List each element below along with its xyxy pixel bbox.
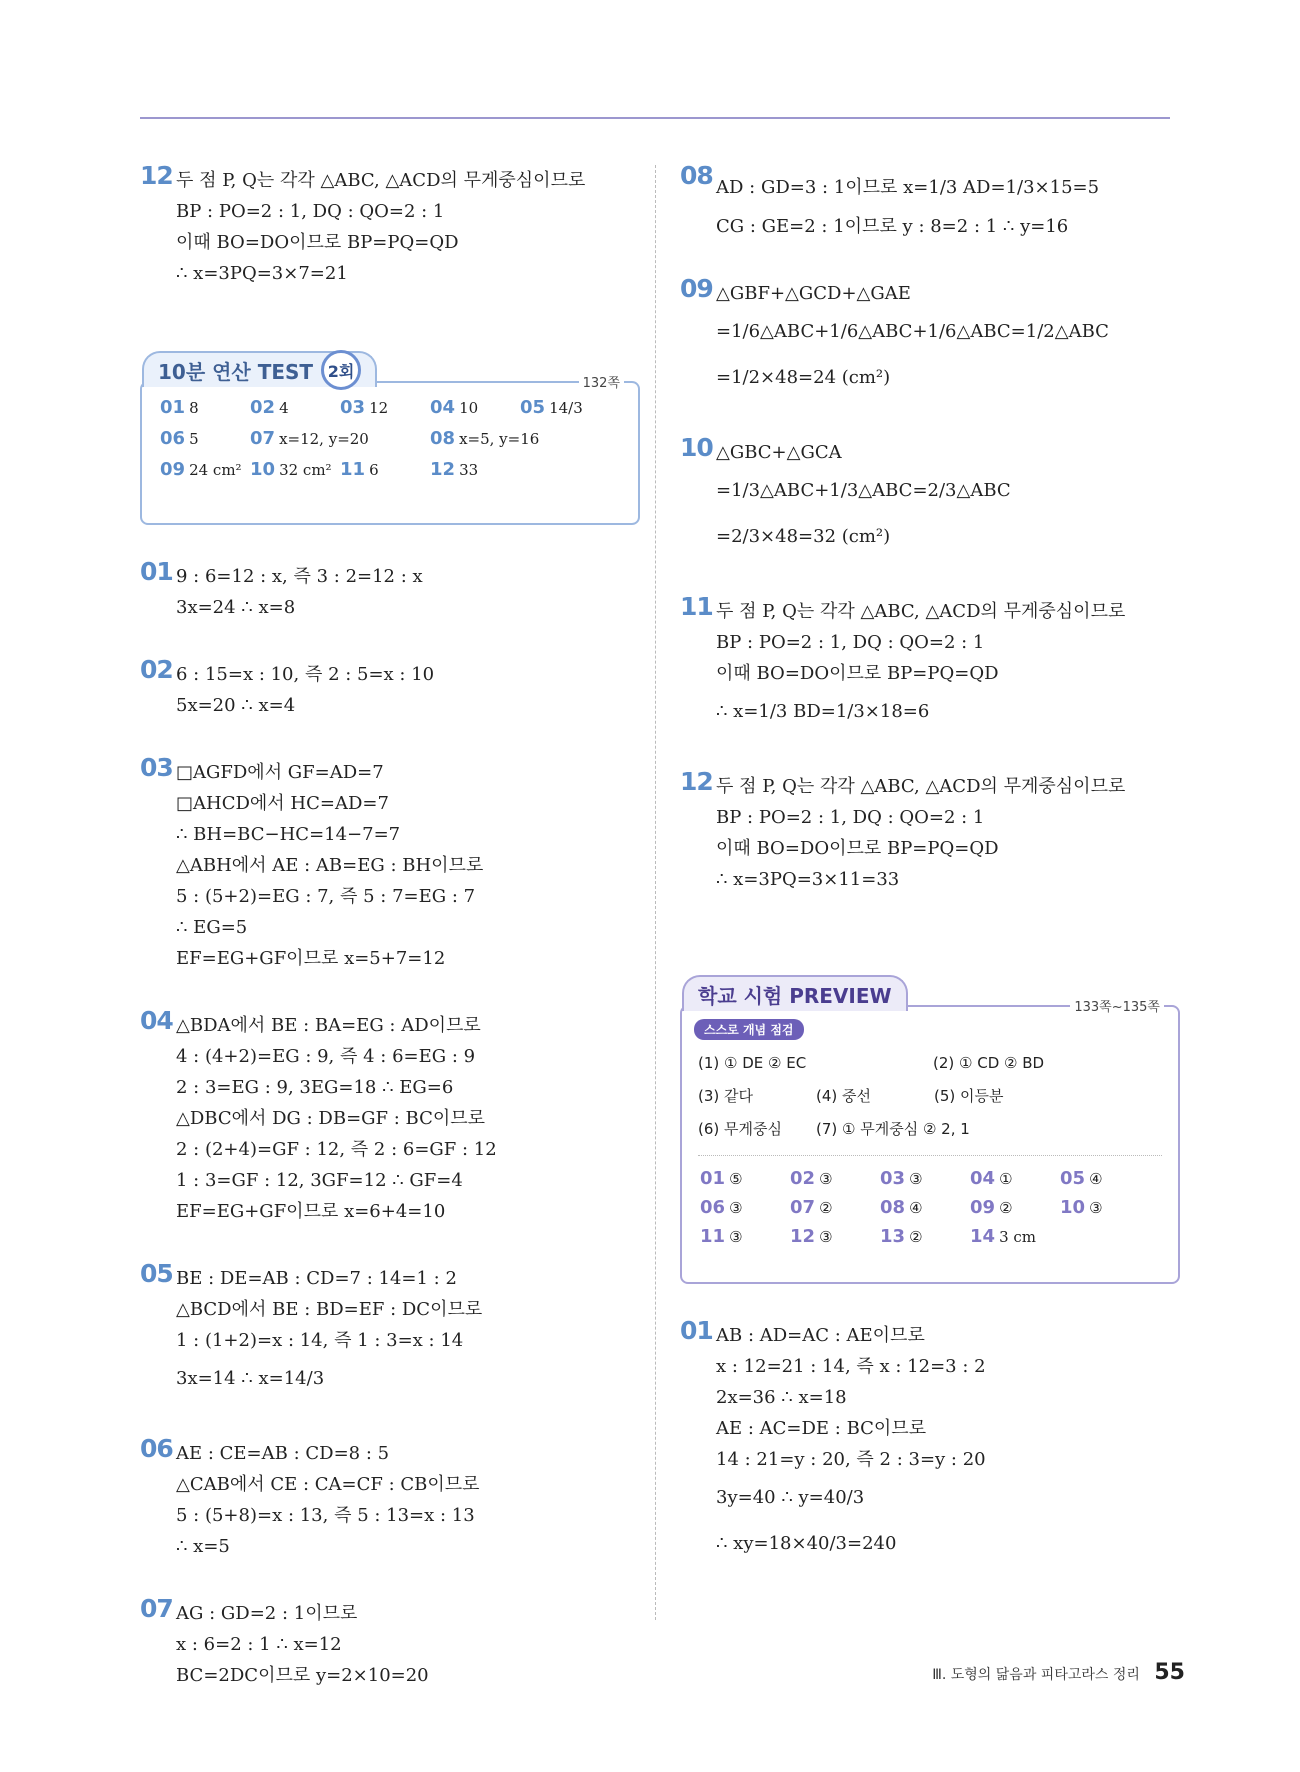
answer-01: 01 8 <box>160 397 199 418</box>
left-column <box>140 161 640 1727</box>
answer-09: 09 24 cm² <box>160 459 242 480</box>
line: AB : AD=AC : AE이므로 <box>716 1325 925 1346</box>
page-footer <box>932 1660 1185 1685</box>
line: 1 : 3=GF : 12, 3GF=12 ∴ GF=4 <box>176 1170 463 1191</box>
concept-check-label: 스스로 개념 점검 <box>694 1019 804 1040</box>
problem-number: 03 <box>140 753 173 782</box>
answer-10: 10 ③ <box>1060 1197 1103 1218</box>
chapter-title: Ⅲ. 도형의 닮음과 피타고라스 정리 <box>932 1667 1140 1683</box>
problem-04 <box>140 1006 640 1227</box>
problem-number: 09 <box>680 274 713 303</box>
line: △BDA에서 BE : BA=EG : AD이므로 <box>176 1015 481 1036</box>
line: AG : GD=2 : 1이므로 <box>176 1603 358 1624</box>
line: 3x=14 ∴ x=14/3 <box>176 1368 325 1389</box>
line: 2 : 3=EG : 9, 3EG=18 ∴ EG=6 <box>176 1077 454 1098</box>
line: ∴ x=5 <box>176 1536 230 1557</box>
concept-item: (3) 같다 <box>698 1087 753 1105</box>
right-column <box>680 161 1180 1603</box>
line: BC=2DC이므로 y=2×10=20 <box>176 1665 429 1686</box>
line: 9 : 6=12 : x, 즉 3 : 2=12 : x <box>176 566 423 587</box>
line: =1/2×48=24 (cm²) <box>716 367 891 388</box>
answer-04: 04 10 <box>430 397 479 418</box>
problem-number: 02 <box>140 655 173 684</box>
line: 3y=40 ∴ y=40/3 <box>716 1487 865 1508</box>
line: BE : DE=AB : CD=7 : 14=1 : 2 <box>176 1268 457 1289</box>
test-title: 10분 연산 TEST <box>158 359 314 384</box>
line: ∴ x=3PQ=3×11=33 <box>716 869 900 890</box>
line: 두 점 P, Q는 각각 △ABC, △ACD의 무게중심이므로 <box>716 601 1126 622</box>
quick-test-title <box>142 351 377 387</box>
line: AE : AC=DE : BC이므로 <box>716 1418 927 1439</box>
line: 5x=20 ∴ x=4 <box>176 695 296 716</box>
problem-number: 01 <box>680 1316 713 1345</box>
line: △GBF+△GCD+△GAE <box>716 283 911 304</box>
dotted-divider <box>698 1155 1162 1156</box>
problem-11 <box>680 592 1180 735</box>
answer-10: 10 32 cm² <box>250 459 332 480</box>
answer-06: 06 5 <box>160 428 199 449</box>
preview-title: 학교 시험 PREVIEW <box>682 975 908 1011</box>
answer-12: 12 ③ <box>790 1226 833 1247</box>
answer-08: 08 x=5, y=16 <box>430 428 540 449</box>
concept-item: (2) ① CD ② BD <box>933 1053 1045 1072</box>
answer-14: 14 3 cm <box>970 1226 1036 1247</box>
concept-item: (1) ① DE ② EC <box>698 1053 807 1072</box>
line: 1 : (1+2)=x : 14, 즉 1 : 3=x : 14 <box>176 1330 464 1351</box>
problem-05 <box>140 1259 640 1402</box>
answer-02: 02 4 <box>250 397 289 418</box>
problem-number: 04 <box>140 1006 173 1035</box>
problem-09 <box>680 274 1180 401</box>
line: ∴ x=1/3 BD=1/3×18=6 <box>716 701 930 722</box>
line: BP : PO=2 : 1, DQ : QO=2 : 1 <box>716 632 985 653</box>
line: CG : GE=2 : 1이므로 y : 8=2 : 1 ∴ y=16 <box>716 216 1069 237</box>
answer-03: 03 ③ <box>880 1168 923 1189</box>
line: x : 6=2 : 1 ∴ x=12 <box>176 1634 342 1655</box>
problem-number: 12 <box>680 767 713 796</box>
line: △GBC+△GCA <box>716 442 842 463</box>
line: 두 점 P, Q는 각각 △ABC, △ACD의 무게중심이므로 <box>716 776 1126 797</box>
line: =1/3△ABC+1/3△ABC=2/3△ABC <box>716 480 1011 501</box>
answer-12: 12 33 <box>430 459 479 480</box>
problem-number: 08 <box>680 161 713 190</box>
line: =1/6△ABC+1/6△ABC+1/6△ABC=1/2△ABC <box>716 321 1109 342</box>
problem-08 <box>680 161 1180 242</box>
problem-number: 10 <box>680 433 713 462</box>
problem-number: 06 <box>140 1434 173 1463</box>
line: AD : GD=3 : 1이므로 x=1/3 AD=1/3×15=5 <box>716 177 1100 198</box>
preview-problem-01 <box>680 1316 1180 1567</box>
line: 이때 BO=DO이므로 BP=PQ=QD <box>716 663 999 684</box>
column-divider <box>655 165 656 1620</box>
line: △CAB에서 CE : CA=CF : CB이므로 <box>176 1474 480 1495</box>
line: 2 : (2+4)=GF : 12, 즉 2 : 6=GF : 12 <box>176 1139 497 1160</box>
answer-13: 13 ② <box>880 1226 923 1247</box>
page-range: 132쪽 <box>579 372 624 391</box>
round-badge: 2회 <box>321 350 361 390</box>
problem-12 <box>680 767 1180 895</box>
concept-item: (4) 중선 <box>816 1087 871 1105</box>
problem-number: 11 <box>680 592 713 621</box>
problem-02 <box>140 655 640 721</box>
answer-05: 05 ④ <box>1060 1168 1103 1189</box>
answer-04: 04 ① <box>970 1168 1013 1189</box>
line: ∴ x=3PQ=3×7=21 <box>176 263 348 284</box>
answer-grid <box>682 1160 1178 1257</box>
line: EF=EG+GF이므로 x=5+7=12 <box>176 948 446 969</box>
line: 2x=36 ∴ x=18 <box>716 1387 847 1408</box>
line: 이때 BO=DO이므로 BP=PQ=QD <box>176 232 459 253</box>
quick-test-box <box>140 359 640 525</box>
line: x : 12=21 : 14, 즉 x : 12=3 : 2 <box>716 1356 986 1377</box>
line: □AHCD에서 HC=AD=7 <box>176 793 389 814</box>
line: BP : PO=2 : 1, DQ : QO=2 : 1 <box>176 201 445 222</box>
problem-01 <box>140 557 640 623</box>
answer-02: 02 ③ <box>790 1168 833 1189</box>
answer-07: 07 x=12, y=20 <box>250 428 369 449</box>
answer-07: 07 ② <box>790 1197 833 1218</box>
line: AE : CE=AB : CD=8 : 5 <box>176 1443 390 1464</box>
concept-item: (7) ① 무게중심 ② 2, 1 <box>816 1120 970 1138</box>
answer-05: 05 14/3 <box>520 397 583 418</box>
line: 두 점 P, Q는 각각 △ABC, △ACD의 무게중심이므로 <box>176 170 586 191</box>
problem-07 <box>140 1594 640 1691</box>
concept-item: (6) 무게중심 <box>698 1120 782 1138</box>
line: ∴ xy=18×40/3=240 <box>716 1533 897 1554</box>
concept-row <box>698 1112 1162 1145</box>
problem-number: 12 <box>140 161 173 190</box>
header-rule <box>140 117 1170 119</box>
line: 14 : 21=y : 20, 즉 2 : 3=y : 20 <box>716 1449 986 1470</box>
line: 5 : (5+8)=x : 13, 즉 5 : 13=x : 13 <box>176 1505 475 1526</box>
line: EF=EG+GF이므로 x=6+4=10 <box>176 1201 446 1222</box>
answer-11: 11 ③ <box>700 1226 743 1247</box>
answer-grid <box>142 459 638 490</box>
line: ∴ BH=BC−HC=14−7=7 <box>176 824 401 845</box>
line: 3x=24 ∴ x=8 <box>176 597 296 618</box>
line: ∴ EG=5 <box>176 917 248 938</box>
line: △DBC에서 DG : DB=GF : BC이므로 <box>176 1108 486 1129</box>
line: △BCD에서 BE : BD=EF : DC이므로 <box>176 1299 483 1320</box>
line: 6 : 15=x : 10, 즉 2 : 5=x : 10 <box>176 664 435 685</box>
concept-answers <box>682 1040 1178 1149</box>
problem-number: 05 <box>140 1259 173 1288</box>
answer-03: 03 12 <box>340 397 389 418</box>
problem-number: 07 <box>140 1594 173 1623</box>
answer-06: 06 ③ <box>700 1197 743 1218</box>
line: =2/3×48=32 (cm²) <box>716 526 891 547</box>
page-number: 55 <box>1154 1660 1185 1685</box>
problem-12 <box>140 161 640 289</box>
line: □AGFD에서 GF=AD=7 <box>176 762 384 783</box>
preview-box <box>680 983 1180 1284</box>
answer-09: 09 ② <box>970 1197 1013 1218</box>
line: 4 : (4+2)=EG : 9, 즉 4 : 6=EG : 9 <box>176 1046 476 1067</box>
line: 이때 BO=DO이므로 BP=PQ=QD <box>716 838 999 859</box>
problem-number: 01 <box>140 557 173 586</box>
line: △ABH에서 AE : AB=EG : BH이므로 <box>176 855 484 876</box>
concept-row <box>698 1046 1162 1079</box>
line: 5 : (5+2)=EG : 7, 즉 5 : 7=EG : 7 <box>176 886 476 907</box>
answer-grid <box>142 428 638 459</box>
line: BP : PO=2 : 1, DQ : QO=2 : 1 <box>716 807 985 828</box>
answer-11: 11 6 <box>340 459 379 480</box>
answer-08: 08 ④ <box>880 1197 923 1218</box>
answer-01: 01 ⑤ <box>700 1168 743 1189</box>
page-range: 133쪽~135쪽 <box>1070 996 1164 1015</box>
problem-06 <box>140 1434 640 1562</box>
answer-grid <box>142 383 638 428</box>
concept-row <box>698 1079 1162 1112</box>
concept-item: (5) 이등분 <box>934 1087 1004 1105</box>
problem-03 <box>140 753 640 974</box>
problem-10 <box>680 433 1180 560</box>
